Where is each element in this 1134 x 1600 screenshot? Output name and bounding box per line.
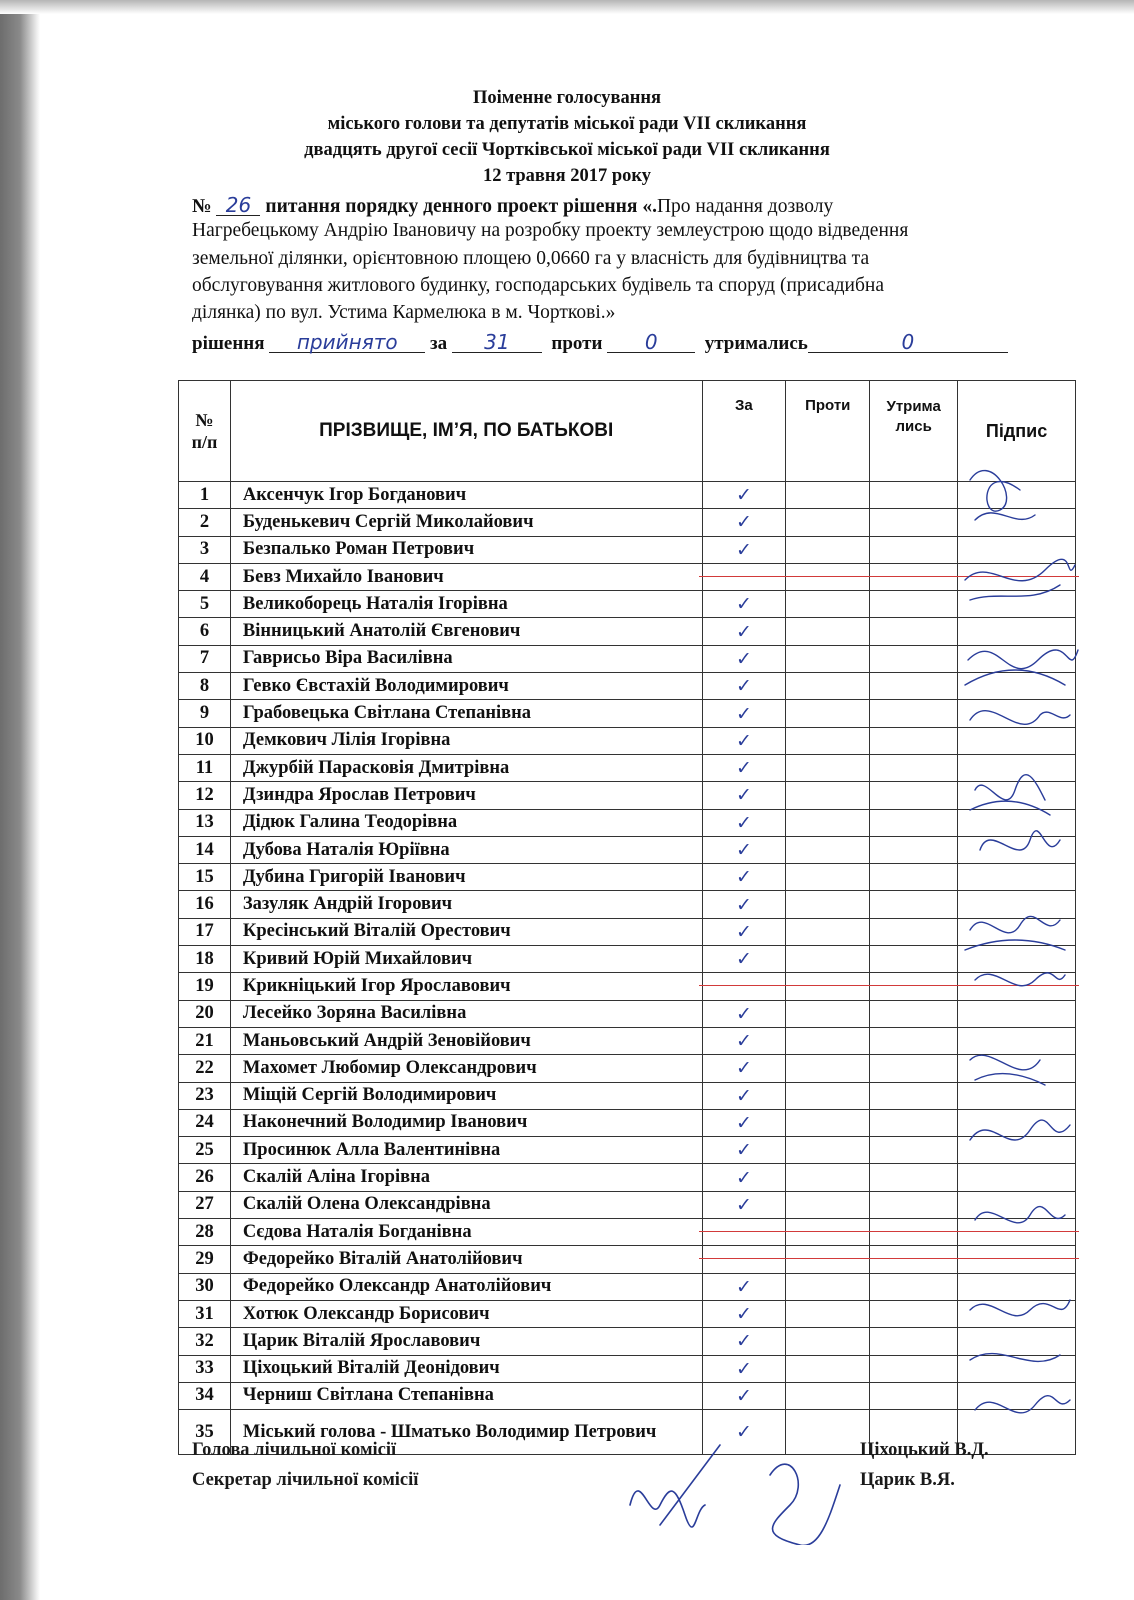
title-line-3: двадцять другої сесії Чортківської міської ради VII скликання [304,140,830,160]
table-row [179,1328,1076,1355]
row-against-mark [786,727,870,754]
row-against-mark [786,836,870,863]
row-signature-cell [958,918,1076,945]
row-signature-cell [958,1027,1076,1054]
table-row [179,1137,1076,1164]
row-signature-cell [958,864,1076,891]
scan-shadow-top [0,0,1134,14]
row-for-mark: ✓ [702,782,786,809]
row-number: 18 [179,946,231,973]
row-abstain-mark [870,1027,958,1054]
row-number: 34 [179,1382,231,1409]
secretary-name: Царик В.Я. [860,1470,955,1490]
row-abstain-mark [870,1055,958,1082]
row-abstain-mark [870,1382,958,1409]
row-against-mark [786,1164,870,1191]
row-abstain-mark [870,509,958,536]
row-against-mark [786,1219,870,1246]
row-name: Скалій Олена Олександрівна [230,1191,702,1218]
row-for-mark: ✓ [702,918,786,945]
row-abstain-mark [870,591,958,618]
row-signature-cell [958,645,1076,672]
row-signature-cell [958,1355,1076,1382]
row-number: 9 [179,700,231,727]
row-number: 15 [179,864,231,891]
row-signature-cell [958,1246,1076,1273]
row-against-mark [786,918,870,945]
row-number: 12 [179,782,231,809]
row-abstain-mark [870,1246,958,1273]
title-line-2: міського голови та депутатів міської ради VII скликання [327,114,807,134]
row-for-mark: ✓ [702,673,786,700]
agenda-text-line-2: Нагребецькому Андрію Івановичу на розробку проекту землеустрою щодо відведення [192,220,909,241]
table-row [179,946,1076,973]
row-for-mark: ✓ [702,1137,786,1164]
row-against-mark [786,645,870,672]
row-name: Буденькевич Сергій Миколайович [230,509,702,536]
row-abstain-mark [870,836,958,863]
header-name: ПРІЗВИЩЕ, ІМ’Я, ПО БАТЬКОВІ [230,381,702,482]
row-against-mark [786,591,870,618]
row-name: Маньовський Андрій Зеновійович [230,1027,702,1054]
commission-signatures [620,1435,860,1545]
row-name: Бевз Михайло Іванович [230,563,702,590]
row-for-mark: ✓ [702,754,786,781]
table-row [179,700,1076,727]
row-number: 29 [179,1246,231,1273]
row-number: 23 [179,1082,231,1109]
table-row [179,1273,1076,1300]
row-for-mark: ✓ [702,891,786,918]
row-signature-cell [958,727,1076,754]
row-number: 26 [179,1164,231,1191]
row-name: Лесейко Зоряна Василівна [230,1000,702,1027]
row-against-mark [786,1000,870,1027]
row-number: 5 [179,591,231,618]
row-against-mark [786,509,870,536]
row-against-mark [786,1328,870,1355]
row-number: 31 [179,1300,231,1327]
row-signature-cell [958,482,1076,509]
row-abstain-mark [870,1219,958,1246]
row-abstain-mark [870,918,958,945]
row-name: Наконечний Володимир Іванович [230,1109,702,1136]
header-for: За [702,381,786,482]
row-abstain-mark [870,1137,958,1164]
table-row [179,1382,1076,1409]
row-against-mark [786,673,870,700]
row-abstain-mark [870,782,958,809]
row-abstain-mark [870,1000,958,1027]
row-signature-cell [958,754,1076,781]
row-signature-cell [958,536,1076,563]
decision-for-value: 31 [452,330,542,353]
row-against-mark [786,1382,870,1409]
table-row [179,536,1076,563]
row-name: Міський голова - Шматько Володимир Петрович [230,1410,702,1455]
row-for-mark: ✓ [702,591,786,618]
table-row [179,782,1076,809]
row-number: 35 [179,1410,231,1455]
table-row [179,918,1076,945]
row-for-mark: ✓ [702,1000,786,1027]
table-row [179,1000,1076,1027]
row-name: Хотюк Олександр Борисович [230,1300,702,1327]
row-against-mark [786,618,870,645]
row-against-mark [786,700,870,727]
decision-value: прийнято [269,330,425,353]
row-for-mark: ✓ [702,809,786,836]
row-abstain-mark [870,1355,958,1382]
row-name: Грабовецька Світлана Степанівна [230,700,702,727]
chair-name: Ціхоцький В.Д. [860,1440,989,1460]
row-against-mark [786,1191,870,1218]
row-number: 27 [179,1191,231,1218]
row-name: Дубина Григорій Іванович [230,864,702,891]
row-number: 30 [179,1273,231,1300]
row-abstain-mark [870,727,958,754]
row-name: Сєдова Наталія Богданівна [230,1219,702,1246]
row-name: Безпалько Роман Петрович [230,536,702,563]
row-against-mark [786,1055,870,1082]
row-signature-cell [958,1300,1076,1327]
row-for-mark: ✓ [702,727,786,754]
row-abstain-mark [870,1109,958,1136]
title-line-4: 12 травня 2017 року [482,166,652,186]
table-row [179,864,1076,891]
row-against-mark [786,1027,870,1054]
row-name: Дідюк Галина Теодорівна [230,809,702,836]
row-number: 13 [179,809,231,836]
row-for-mark: ✓ [702,482,786,509]
decision-against-value: 0 [607,330,695,353]
decision-abstain-value: 0 [808,330,1008,353]
title-line-1: Поіменне голосування [472,88,662,108]
table-row [179,1355,1076,1382]
row-abstain-mark [870,1164,958,1191]
header-signature: Підпис [958,381,1076,482]
table-body [179,482,1076,1455]
table-row [179,1246,1076,1273]
row-name: Великоборець Наталія Ігорівна [230,591,702,618]
row-abstain-mark [870,864,958,891]
row-signature-cell [958,1055,1076,1082]
row-number: 3 [179,536,231,563]
row-abstain-mark [870,809,958,836]
row-signature-cell [958,591,1076,618]
row-abstain-mark [870,754,958,781]
table-row [179,973,1076,1000]
table-header-row [179,381,1076,482]
row-for-mark: ✓ [702,1355,786,1382]
row-against-mark [786,536,870,563]
header-num [179,381,231,482]
decision-for-label: за [430,333,448,354]
row-for-mark: ✓ [702,618,786,645]
row-number: 24 [179,1109,231,1136]
table-row [179,1027,1076,1054]
row-against-mark [786,946,870,973]
row-for-mark: ✓ [702,1027,786,1054]
table-row [179,809,1076,836]
row-number: 20 [179,1000,231,1027]
row-number: 1 [179,482,231,509]
table-row [179,509,1076,536]
row-for-mark: ✓ [702,700,786,727]
row-against-mark [786,864,870,891]
table-row [179,563,1076,590]
row-signature-cell [958,836,1076,863]
table-row [179,1082,1076,1109]
row-abstain-mark [870,946,958,973]
roll-call-table [178,380,1076,1455]
row-for-mark: ✓ [702,1382,786,1409]
row-for-mark: ✓ [702,1164,786,1191]
row-for-mark: ✓ [702,1191,786,1218]
row-name: Аксенчук Ігор Богданович [230,482,702,509]
table-row [179,673,1076,700]
table-row [179,727,1076,754]
row-abstain-mark [870,536,958,563]
table-row [179,645,1076,672]
row-name: Вінницький Анатолій Євгенович [230,618,702,645]
table-row [179,1055,1076,1082]
row-against-mark [786,1300,870,1327]
header-against: Проти [786,381,870,482]
row-number: 28 [179,1219,231,1246]
decision-label: рішення [192,333,265,354]
row-against-mark [786,973,870,1000]
row-name: Дубова Наталія Юріївна [230,836,702,863]
row-for-mark: ✓ [702,836,786,863]
row-name: Зазуляк Андрій Ігорович [230,891,702,918]
row-abstain-mark [870,700,958,727]
row-name: Ціхоцький Віталій Деонідович [230,1355,702,1382]
row-signature-cell [958,563,1076,590]
agenda-open-quote: «. [642,196,657,217]
row-for-mark: ✓ [702,1055,786,1082]
row-abstain-mark [870,618,958,645]
row-number: 10 [179,727,231,754]
row-signature-cell [958,946,1076,973]
row-number: 4 [179,563,231,590]
row-signature-cell [958,1328,1076,1355]
row-for-mark: ✓ [702,1082,786,1109]
row-against-mark [786,1273,870,1300]
row-name: Кривий Юрій Михайлович [230,946,702,973]
chair-signature [770,1464,840,1545]
row-signature-cell [958,673,1076,700]
row-number: 32 [179,1328,231,1355]
row-number: 17 [179,918,231,945]
row-against-mark [786,809,870,836]
row-against-mark [786,1355,870,1382]
row-abstain-mark [870,1273,958,1300]
row-number: 33 [179,1355,231,1382]
row-number: 19 [179,973,231,1000]
row-abstain-mark [870,1300,958,1327]
row-against-mark [786,782,870,809]
agenda-text-line-4: обслуговування житлового будинку, господарських будівель та споруд (присадибна [192,275,885,296]
secretary-signature [630,1445,720,1527]
row-signature-cell [958,1164,1076,1191]
row-signature-cell [958,1000,1076,1027]
row-for-mark: ✓ [702,509,786,536]
row-abstain-mark [870,563,958,590]
row-signature-cell [958,1219,1076,1246]
agenda-text-line-5: ділянка) по вул. Устима Кармелюка в м. Чорткові.» [192,302,616,323]
row-for-mark [702,973,786,1000]
row-name: Демкович Лілія Ігорівна [230,727,702,754]
header-num-line1: № [195,410,214,430]
row-signature-cell [958,809,1076,836]
row-number: 14 [179,836,231,863]
row-name: Дзиндра Ярослав Петрович [230,782,702,809]
row-abstain-mark [870,973,958,1000]
row-name: Крикніцький Ігор Ярославович [230,973,702,1000]
table-row [179,591,1076,618]
table-row [179,482,1076,509]
row-number: 25 [179,1137,231,1164]
row-number: 22 [179,1055,231,1082]
table-row [179,891,1076,918]
row-number: 7 [179,645,231,672]
row-abstain-mark [870,1191,958,1218]
row-number: 6 [179,618,231,645]
row-signature-cell [958,891,1076,918]
row-abstain-mark [870,673,958,700]
row-name: Міщій Сергій Володимирович [230,1082,702,1109]
header-abstain-line2: лись [895,418,932,435]
row-signature-cell [958,1191,1076,1218]
row-name: Скалій Аліна Ігорівна [230,1164,702,1191]
row-abstain-mark [870,645,958,672]
table-row [179,1191,1076,1218]
row-against-mark [786,482,870,509]
agenda-first-line [192,193,833,218]
agenda-no-prefix: № [192,196,212,217]
row-number: 21 [179,1027,231,1054]
row-signature-cell [958,1382,1076,1409]
row-against-mark [786,891,870,918]
row-for-mark: ✓ [702,1109,786,1136]
row-against-mark [786,563,870,590]
row-signature-cell [958,782,1076,809]
row-signature-cell [958,1109,1076,1136]
row-abstain-mark [870,1082,958,1109]
row-number: 2 [179,509,231,536]
row-name: Царик Віталій Ярославович [230,1328,702,1355]
row-number: 16 [179,891,231,918]
row-abstain-mark [870,891,958,918]
agenda-text-line-1: Про надання дозволу [656,196,834,217]
row-name: Кресінський Віталій Орестович [230,918,702,945]
header-num-line2: п/п [191,432,218,452]
row-against-mark [786,1246,870,1273]
header-abstain-line1: Утрима [886,398,941,415]
row-signature-cell [958,1273,1076,1300]
row-name: Федорейко Олександр Анатолійович [230,1273,702,1300]
row-name: Федорейко Віталій Анатолійович [230,1246,702,1273]
decision-against-label: проти [551,333,603,354]
row-name: Просинюк Алла Валентинівна [230,1137,702,1164]
row-for-mark [702,1246,786,1273]
table-row [179,754,1076,781]
row-against-mark [786,1137,870,1164]
agenda-item-number: 26 [216,193,260,216]
row-name: Черниш Світлана Степанівна [230,1382,702,1409]
row-number: 11 [179,754,231,781]
row-signature-cell [958,973,1076,1000]
agenda-text-line-3: земельної ділянки, орієнтовною площею 0,0660 га у власність для будівництва та [192,248,870,269]
row-name: Махомет Любомир Олександрович [230,1055,702,1082]
agenda-label: питання порядку денного проект рішення [265,196,638,217]
row-against-mark [786,754,870,781]
row-name: Джурбій Парасковія Дмитрівна [230,754,702,781]
row-for-mark: ✓ [702,1410,786,1455]
row-for-mark: ✓ [702,1300,786,1327]
row-signature-cell [958,509,1076,536]
row-for-mark: ✓ [702,1273,786,1300]
row-signature-cell [958,700,1076,727]
table-row [179,1109,1076,1136]
scan-shadow-edge [0,0,40,1600]
row-signature-cell [958,1082,1076,1109]
decision-abstain-label: утримались [704,333,808,354]
row-abstain-mark [870,482,958,509]
row-against-mark [786,1082,870,1109]
row-for-mark: ✓ [702,1328,786,1355]
table-row [179,1300,1076,1327]
row-name: Гаврисьо Віра Василівна [230,645,702,672]
row-abstain-mark [870,1328,958,1355]
table-row [179,1219,1076,1246]
decision-line [192,330,1008,355]
row-for-mark: ✓ [702,864,786,891]
row-number: 8 [179,673,231,700]
row-name: Гевко Євстахій Володимирович [230,673,702,700]
chair-label: Голова лічильної комісії [192,1440,397,1460]
row-for-mark: ✓ [702,536,786,563]
row-for-mark: ✓ [702,946,786,973]
row-for-mark: ✓ [702,645,786,672]
row-for-mark [702,1219,786,1246]
header-abstain [870,381,958,482]
row-signature-cell [958,618,1076,645]
table-row [179,836,1076,863]
table-row [179,1164,1076,1191]
secretary-label: Секретар лічильної комісії [192,1470,419,1490]
table-row [179,618,1076,645]
row-signature-cell [958,1137,1076,1164]
row-for-mark [702,563,786,590]
row-against-mark [786,1109,870,1136]
